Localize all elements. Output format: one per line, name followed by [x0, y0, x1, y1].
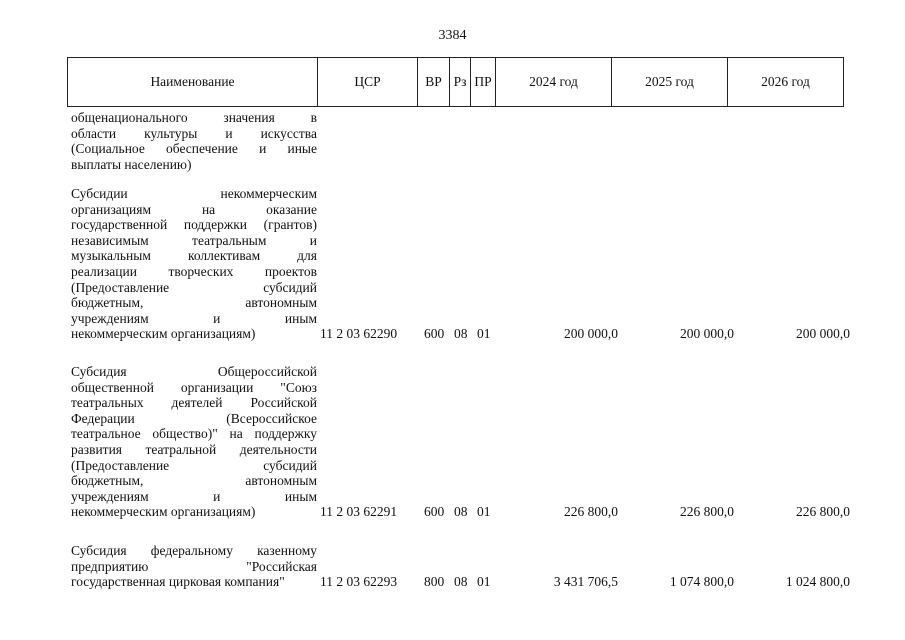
name-line: Федерации (Всероссийское — [71, 410, 317, 426]
name-line: выплаты населению) — [71, 156, 192, 172]
page-number: 3384 — [438, 28, 467, 43]
rz-cell: 08 — [454, 504, 468, 520]
col-header-2026: 2026 год — [728, 58, 844, 107]
col-header-rz: Рз — [450, 58, 471, 107]
name-line: независимым театральным и — [71, 232, 317, 248]
name-line: некоммерческим организациям) — [71, 504, 256, 520]
amount-2026: 226 800,0 — [796, 504, 850, 520]
name-line: развития театральной деятельности — [71, 441, 317, 457]
rz-cell: 08 — [454, 574, 468, 590]
name-line: Субсидия федеральному казенному — [71, 543, 317, 558]
name-line: (Предоставление субсидий — [71, 279, 317, 295]
col-header-pr: ПР — [471, 58, 496, 107]
col-header-vr: ВР — [418, 58, 450, 107]
name-line: общенационального значения в — [71, 110, 317, 125]
name-line: государственной поддержки (грантов) — [71, 217, 317, 233]
rz-cell: 08 — [454, 326, 468, 342]
csr-cell: 11 2 03 62291 — [320, 504, 398, 520]
vr-cell: 800 — [424, 574, 445, 590]
name-line: бюджетным, автономным — [71, 295, 317, 311]
amount-2026: 200 000,0 — [796, 326, 850, 342]
row-name — [71, 110, 317, 172]
pr-cell: 01 — [477, 504, 491, 520]
amount-2025: 200 000,0 — [680, 326, 734, 342]
name-line: театральных деятелей Российской — [71, 395, 317, 411]
name-line: (Социальное обеспечение и иные — [71, 141, 317, 157]
name-line: некоммерческим организациям) — [71, 326, 256, 342]
row-name — [71, 543, 317, 590]
name-line: (Предоставление субсидий — [71, 457, 317, 473]
pr-cell: 01 — [477, 574, 491, 590]
amount-2024: 3 431 706,5 — [553, 574, 618, 590]
name-line: учреждениям и иным — [71, 310, 317, 326]
col-header-2024: 2024 год — [496, 58, 612, 107]
name-line: Субсидии некоммерческим — [71, 186, 317, 201]
name-line: общественной организации "Союз — [71, 379, 317, 395]
table-header — [67, 57, 844, 107]
csr-cell: 11 2 03 62290 — [320, 326, 398, 342]
amount-2025: 226 800,0 — [680, 504, 734, 520]
amount-2024: 226 800,0 — [564, 504, 618, 520]
pr-cell: 01 — [477, 326, 491, 342]
row-name — [71, 186, 317, 342]
name-line: Субсидия Общероссийской — [71, 364, 317, 379]
col-header-csr: ЦСР — [318, 58, 418, 107]
name-line: области культуры и искусства — [71, 125, 317, 141]
amount-2026: 1 024 800,0 — [785, 574, 850, 590]
name-line: музыкальным коллективам для — [71, 248, 317, 264]
name-line: организациям на оказание — [71, 201, 317, 217]
name-line: бюджетным, автономным — [71, 473, 317, 489]
row-name — [71, 364, 317, 520]
name-line: учреждениям и иным — [71, 488, 317, 504]
amount-2024: 200 000,0 — [564, 326, 618, 342]
name-line: театральное общество)" на поддержку — [71, 426, 317, 442]
vr-cell: 600 — [424, 504, 445, 520]
csr-cell: 11 2 03 62293 — [320, 574, 398, 590]
name-line: государственная цирковая компания" — [71, 574, 285, 590]
name-line: реализации творческих проектов — [71, 263, 317, 279]
col-header-2025: 2025 год — [612, 58, 728, 107]
amount-2025: 1 074 800,0 — [669, 574, 734, 590]
name-line: предприятию "Российская — [71, 558, 317, 574]
vr-cell: 600 — [424, 326, 445, 342]
col-header-name: Наименование — [68, 58, 318, 107]
